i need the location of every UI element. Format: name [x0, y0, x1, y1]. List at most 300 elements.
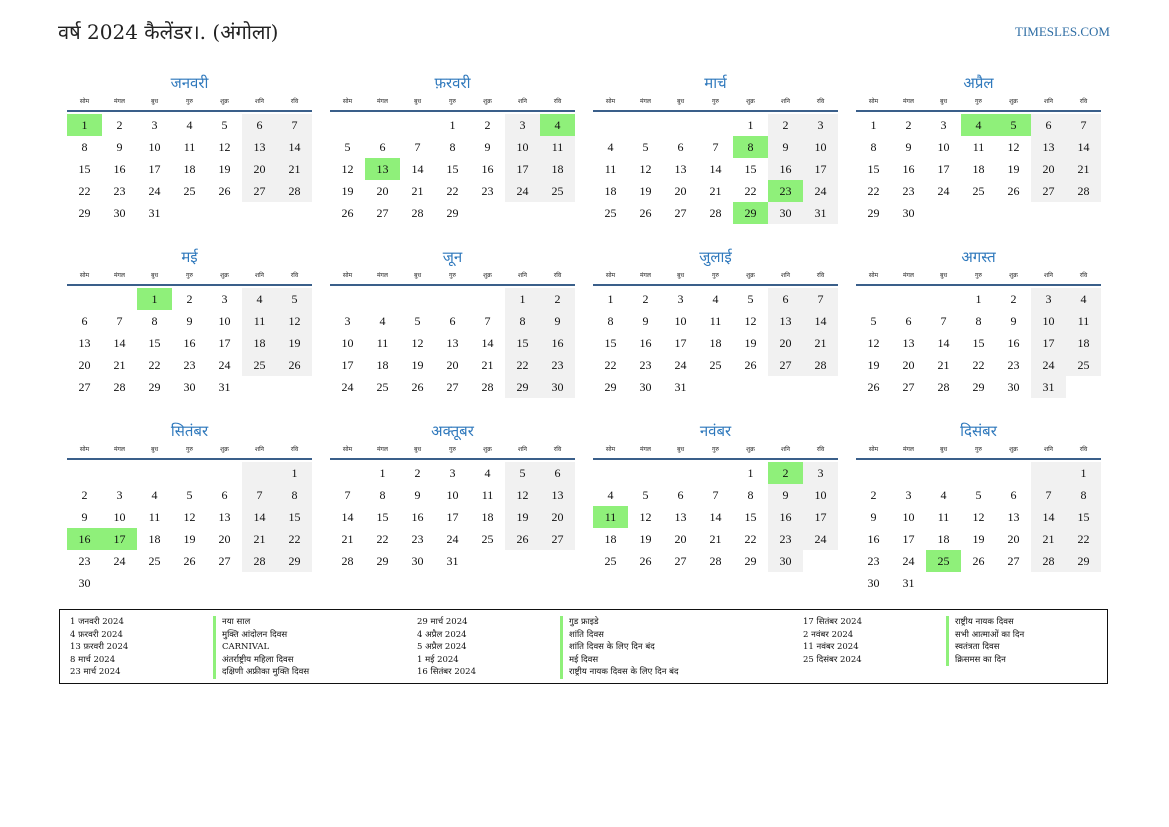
month-calendar: [330, 420, 575, 590]
day-grid: [330, 462, 575, 572]
day-cell: 13: [242, 136, 277, 158]
day-cell: 21: [277, 158, 312, 180]
empty-cell: [663, 462, 698, 484]
day-cell: 20: [540, 506, 575, 528]
day-cell: 10: [341, 336, 354, 350]
empty-cell: [400, 288, 435, 310]
day-cell: 3: [344, 314, 351, 328]
day-cell: 13: [446, 336, 459, 350]
day-cell: 14: [709, 162, 722, 176]
month-calendar: [856, 72, 1101, 242]
day-cell: 19: [505, 506, 540, 528]
day-cell: 4: [186, 118, 193, 132]
day-cell: 26: [639, 554, 652, 568]
weekday-label: शुक्र: [220, 98, 229, 105]
site-link[interactable]: TIMESLES.COM: [1015, 24, 1110, 39]
day-cell: 7: [344, 488, 351, 502]
holiday-row: [70, 666, 310, 679]
day-cell: 10: [937, 140, 950, 154]
day-cell: 15: [604, 336, 617, 350]
day-cell: 14: [341, 510, 354, 524]
empty-cell: [540, 202, 575, 224]
day-cell: 14: [1031, 506, 1066, 528]
month-calendar: [593, 72, 838, 242]
empty-cell: [242, 376, 277, 398]
empty-cell: [996, 202, 1031, 224]
day-cell: 23: [481, 184, 494, 198]
day-cell: 11: [709, 314, 722, 328]
day-cell: 22: [744, 184, 757, 198]
day-cell: 21: [709, 184, 722, 198]
day-cell: 23: [540, 354, 575, 376]
day-cell: 17: [102, 528, 137, 550]
weekday-label: बुध: [150, 98, 159, 105]
weekday-label: रवि: [553, 446, 562, 453]
holiday-date: 17 सितंबर 2024: [803, 617, 862, 627]
day-cell: 29: [505, 376, 540, 398]
day-cell: 12: [639, 510, 652, 524]
day-cell: 17: [341, 358, 354, 372]
weekday-label: शनि: [781, 98, 790, 105]
day-cell: 12: [277, 310, 312, 332]
day-cell: 6: [1031, 114, 1066, 136]
weekday-label: रवि: [816, 272, 825, 279]
day-cell: 5: [642, 488, 649, 502]
month-calendar: [856, 420, 1101, 590]
empty-cell: [961, 462, 996, 484]
day-cell: 30: [768, 550, 803, 572]
day-cell: 23: [639, 358, 652, 372]
day-cell: 23: [113, 184, 126, 198]
empty-cell: [1066, 376, 1101, 398]
holiday-date: 25 दिसंबर 2024: [803, 654, 862, 665]
day-cell: 9: [116, 140, 123, 154]
weekday-label: शनि: [1044, 446, 1053, 453]
day-cell: 20: [902, 358, 915, 372]
day-cell: 27: [902, 380, 915, 394]
empty-cell: [435, 288, 470, 310]
day-cell: 28: [1031, 550, 1066, 572]
weekday-label: रवि: [553, 272, 562, 279]
weekday-label: मंगल: [902, 98, 915, 105]
day-cell: 4: [379, 314, 386, 328]
day-cell: 26: [1007, 184, 1020, 198]
day-cell: 9: [414, 488, 421, 502]
empty-cell: [663, 114, 698, 136]
day-cell: 14: [1066, 136, 1101, 158]
day-cell: 3: [221, 292, 228, 306]
holiday-row: [417, 666, 679, 679]
day-grid: [856, 114, 1101, 224]
day-cell: 29: [148, 380, 161, 394]
weekday-label: सोम: [79, 446, 90, 453]
day-cell: 5: [975, 488, 982, 502]
empty-cell: [698, 376, 733, 398]
day-cell: 31: [902, 576, 915, 590]
day-cell: 25: [481, 532, 494, 546]
day-cell: 7: [803, 288, 838, 310]
day-cell: 26: [867, 380, 880, 394]
day-cell: 5: [414, 314, 421, 328]
day-cell: 10: [674, 314, 687, 328]
day-cell: 29: [733, 202, 768, 224]
day-cell: 13: [902, 336, 915, 350]
weekday-label: शुक्र: [746, 98, 755, 105]
empty-cell: [470, 550, 505, 572]
day-cell: 28: [481, 380, 494, 394]
day-cell: 6: [242, 114, 277, 136]
day-cell: 19: [1007, 162, 1020, 176]
day-cell: 11: [540, 136, 575, 158]
day-cell: 10: [803, 136, 838, 158]
day-cell: 4: [607, 140, 614, 154]
day-cell: 29: [1066, 550, 1101, 572]
day-cell: 19: [972, 532, 985, 546]
holiday-row: [803, 629, 1025, 642]
day-cell: 9: [540, 310, 575, 332]
holiday-row: [417, 629, 604, 642]
day-cell: 19: [277, 332, 312, 354]
weekday-header: [330, 269, 575, 286]
day-cell: 13: [365, 158, 400, 180]
day-cell: 7: [484, 314, 491, 328]
day-cell: 24: [1031, 354, 1066, 376]
day-cell: 5: [870, 314, 877, 328]
day-cell: 21: [341, 532, 354, 546]
day-cell: 18: [937, 532, 950, 546]
day-cell: 1: [277, 462, 312, 484]
day-cell: 19: [744, 336, 757, 350]
weekday-label: शनि: [1044, 98, 1053, 105]
day-cell: 19: [183, 532, 196, 546]
empty-cell: [803, 376, 838, 398]
weekday-label: शुक्र: [746, 272, 755, 279]
day-cell: 11: [937, 510, 950, 524]
day-cell: 10: [218, 314, 231, 328]
empty-cell: [628, 462, 663, 484]
day-cell: 4: [961, 114, 996, 136]
day-cell: 23: [78, 554, 91, 568]
weekday-label: शुक्र: [1009, 272, 1018, 279]
weekday-label: मंगल: [113, 272, 126, 279]
day-cell: 23: [902, 184, 915, 198]
day-cell: 29: [867, 206, 880, 220]
day-cell: 15: [972, 336, 985, 350]
day-grid: [67, 114, 312, 224]
day-cell: 13: [540, 484, 575, 506]
weekday-label: गुरु: [975, 98, 982, 105]
day-cell: 2: [905, 118, 912, 132]
day-cell: 8: [449, 140, 456, 154]
day-cell: 16: [639, 336, 652, 350]
holiday-date: 29 मार्च 2024: [417, 617, 468, 627]
day-cell: 31: [446, 554, 459, 568]
weekday-label: शुक्र: [483, 446, 492, 453]
day-cell: 27: [674, 554, 687, 568]
month-calendar: [67, 72, 312, 242]
day-cell: 9: [484, 140, 491, 154]
day-cell: 8: [733, 136, 768, 158]
day-cell: 20: [78, 358, 91, 372]
day-cell: 15: [744, 510, 757, 524]
weekday-label: सोम: [79, 98, 90, 105]
holiday-list: [59, 609, 1108, 684]
weekday-label: गुरु: [712, 272, 719, 279]
empty-cell: [540, 550, 575, 572]
weekday-label: शुक्र: [220, 272, 229, 279]
weekday-label: बुध: [150, 446, 159, 453]
day-cell: 21: [803, 332, 838, 354]
day-cell: 15: [78, 162, 91, 176]
weekday-header: [593, 269, 838, 286]
day-cell: 7: [1031, 484, 1066, 506]
empty-cell: [172, 572, 207, 594]
day-cell: 19: [639, 532, 652, 546]
day-cell: 24: [505, 180, 540, 202]
empty-cell: [67, 288, 102, 310]
weekday-label: बुध: [150, 272, 159, 279]
empty-cell: [891, 288, 926, 310]
day-cell: 26: [218, 184, 231, 198]
weekday-label: शनि: [518, 98, 527, 105]
holiday-date: 23 मार्च 2024: [70, 667, 121, 677]
weekday-label: सोम: [868, 446, 879, 453]
empty-cell: [102, 288, 137, 310]
empty-cell: [698, 462, 733, 484]
month-calendar: [330, 72, 575, 242]
month-name: जून: [442, 248, 463, 266]
day-cell: 25: [709, 358, 722, 372]
empty-cell: [242, 462, 277, 484]
empty-cell: [856, 288, 891, 310]
empty-cell: [207, 462, 242, 484]
day-cell: 16: [768, 158, 803, 180]
holiday-name: गुड फ्राइडे: [560, 616, 599, 629]
day-cell: 17: [148, 162, 161, 176]
weekday-label: मंगल: [639, 446, 652, 453]
day-cell: 16: [540, 332, 575, 354]
empty-cell: [926, 288, 961, 310]
weekday-label: शनि: [518, 272, 527, 279]
day-cell: 1: [607, 292, 614, 306]
holiday-name: राष्ट्रीय नायक दिवस के लिए दिन बंद: [560, 666, 679, 679]
day-cell: 4: [712, 292, 719, 306]
day-cell: 18: [183, 162, 196, 176]
day-cell: 19: [639, 184, 652, 198]
empty-cell: [926, 572, 961, 594]
day-cell: 21: [411, 184, 424, 198]
day-cell: 6: [677, 488, 684, 502]
day-cell: 25: [926, 550, 961, 572]
weekday-header: [856, 443, 1101, 460]
day-cell: 29: [744, 554, 757, 568]
day-cell: 20: [674, 184, 687, 198]
day-cell: 27: [446, 380, 459, 394]
day-cell: 17: [803, 158, 838, 180]
day-cell: 9: [768, 484, 803, 506]
holiday-row: [417, 654, 599, 667]
day-cell: 29: [604, 380, 617, 394]
day-cell: 28: [242, 550, 277, 572]
day-cell: 24: [148, 184, 161, 198]
empty-cell: [698, 114, 733, 136]
day-cell: 26: [744, 358, 757, 372]
day-cell: 17: [1031, 332, 1066, 354]
weekday-header: [67, 443, 312, 460]
day-cell: 18: [148, 532, 161, 546]
day-cell: 1: [505, 288, 540, 310]
day-cell: 4: [151, 488, 158, 502]
holiday-row: [70, 641, 270, 654]
day-cell: 6: [905, 314, 912, 328]
day-cell: 21: [709, 532, 722, 546]
weekday-header: [330, 443, 575, 460]
day-cell: 2: [768, 114, 803, 136]
empty-cell: [926, 462, 961, 484]
day-cell: 21: [481, 358, 494, 372]
months-grid: [67, 72, 1102, 590]
weekday-label: रवि: [816, 446, 825, 453]
holiday-name: CARNIVAL: [213, 641, 269, 654]
empty-cell: [996, 572, 1031, 594]
day-cell: 13: [78, 336, 91, 350]
day-cell: 5: [747, 292, 754, 306]
day-cell: 3: [803, 114, 838, 136]
day-cell: 4: [1066, 288, 1101, 310]
day-cell: 1: [449, 118, 456, 132]
holiday-row: [70, 616, 251, 629]
day-cell: 24: [674, 358, 687, 372]
day-cell: 5: [221, 118, 228, 132]
day-cell: 9: [870, 510, 877, 524]
day-cell: 22: [148, 358, 161, 372]
holiday-column: [417, 616, 679, 679]
weekday-label: गुरु: [449, 98, 456, 105]
day-cell: 18: [540, 158, 575, 180]
day-cell: 14: [113, 336, 126, 350]
day-cell: 27: [376, 206, 389, 220]
day-cell: 11: [972, 140, 985, 154]
day-cell: 8: [1066, 484, 1101, 506]
empty-cell: [277, 572, 312, 594]
day-cell: 14: [803, 310, 838, 332]
weekday-header: [856, 95, 1101, 112]
day-cell: 27: [242, 180, 277, 202]
day-cell: 12: [867, 336, 880, 350]
day-cell: 20: [768, 332, 803, 354]
holiday-row: [803, 654, 1006, 667]
day-cell: 8: [277, 484, 312, 506]
day-cell: 13: [218, 510, 231, 524]
empty-cell: [470, 202, 505, 224]
day-cell: 5: [996, 114, 1031, 136]
day-grid: [67, 288, 312, 398]
holiday-name: क्रिसमस का दिन: [946, 654, 1006, 667]
day-cell: 2: [186, 292, 193, 306]
empty-cell: [856, 462, 891, 484]
day-cell: 9: [768, 136, 803, 158]
day-grid: [593, 288, 838, 398]
empty-cell: [102, 572, 137, 594]
day-cell: 23: [1007, 358, 1020, 372]
month-calendar: [330, 246, 575, 416]
day-cell: 28: [937, 380, 950, 394]
day-cell: 3: [116, 488, 123, 502]
day-cell: 16: [867, 532, 880, 546]
holiday-name: दक्षिणी अफ्रीका मुक्ति दिवस: [213, 666, 309, 679]
day-grid: [856, 462, 1101, 594]
weekday-label: सोम: [868, 272, 879, 279]
weekday-label: गुरु: [712, 98, 719, 105]
day-cell: 1: [137, 288, 172, 310]
day-cell: 13: [674, 162, 687, 176]
weekday-label: बुध: [676, 446, 685, 453]
day-cell: 25: [148, 554, 161, 568]
day-cell: 12: [744, 314, 757, 328]
empty-cell: [593, 462, 628, 484]
day-cell: 14: [481, 336, 494, 350]
weekday-label: मंगल: [376, 98, 389, 105]
day-cell: 12: [505, 484, 540, 506]
day-cell: 6: [221, 488, 228, 502]
day-cell: 27: [78, 380, 91, 394]
day-cell: 18: [376, 358, 389, 372]
day-cell: 30: [768, 202, 803, 224]
day-cell: 29: [446, 206, 459, 220]
day-cell: 17: [902, 532, 915, 546]
empty-cell: [505, 202, 540, 224]
day-cell: 24: [446, 532, 459, 546]
day-cell: 22: [867, 184, 880, 198]
day-cell: 2: [768, 462, 803, 484]
day-cell: 11: [183, 140, 196, 154]
weekday-label: गुरु: [975, 446, 982, 453]
day-cell: 22: [376, 532, 389, 546]
day-cell: 13: [768, 310, 803, 332]
weekday-label: सोम: [605, 446, 616, 453]
day-cell: 5: [505, 462, 540, 484]
month-name: मार्च: [704, 74, 727, 92]
day-cell: 21: [113, 358, 126, 372]
day-cell: 10: [113, 510, 126, 524]
weekday-label: गुरु: [449, 446, 456, 453]
empty-cell: [505, 550, 540, 572]
day-cell: 6: [81, 314, 88, 328]
empty-cell: [961, 202, 996, 224]
day-cell: 29: [376, 554, 389, 568]
holiday-row: [803, 616, 1014, 629]
day-cell: 23: [768, 180, 803, 202]
day-cell: 8: [747, 488, 754, 502]
day-cell: 31: [148, 206, 161, 220]
empty-cell: [277, 202, 312, 224]
day-cell: 17: [218, 336, 231, 350]
day-cell: 9: [905, 140, 912, 154]
day-grid: [856, 288, 1101, 398]
day-cell: 4: [607, 488, 614, 502]
weekday-label: सोम: [605, 98, 616, 105]
day-cell: 10: [902, 510, 915, 524]
day-cell: 27: [1031, 180, 1066, 202]
holiday-row: [70, 654, 294, 667]
weekday-label: शनि: [781, 272, 790, 279]
weekday-header: [67, 95, 312, 112]
weekday-label: शनि: [518, 446, 527, 453]
day-cell: 30: [540, 376, 575, 398]
day-cell: 2: [642, 292, 649, 306]
day-cell: 6: [379, 140, 386, 154]
day-cell: 16: [183, 336, 196, 350]
